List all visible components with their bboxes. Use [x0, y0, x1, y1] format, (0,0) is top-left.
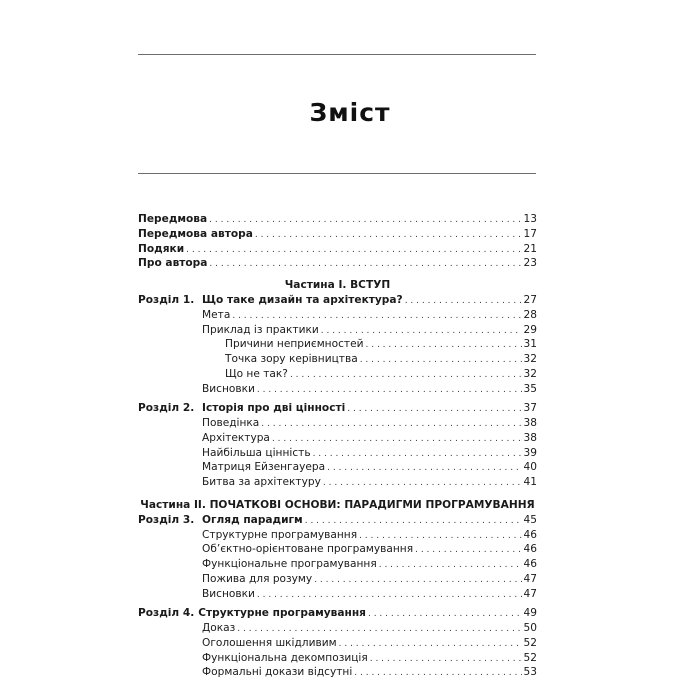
- subsection-title: Точка зору керівництва: [225, 353, 358, 365]
- toc-entry-about-author[interactable]: [138, 256, 537, 271]
- entry-title: Передмова автора: [138, 227, 253, 240]
- dot-leader: [232, 309, 521, 324]
- toc-section[interactable]: [138, 665, 537, 680]
- toc-subsection[interactable]: [138, 367, 537, 382]
- top-divider: [138, 54, 536, 55]
- toc-section[interactable]: [138, 636, 537, 651]
- chapter-title: Що таке дизайн та архітектура?: [202, 294, 403, 306]
- chapter-title: Структурне програмування: [198, 607, 366, 620]
- section-page: 40: [523, 461, 537, 474]
- toc-section[interactable]: [138, 416, 537, 431]
- subsection-page: 32: [523, 353, 537, 365]
- entry-title: Про автора: [138, 257, 208, 270]
- dot-leader: [359, 529, 521, 544]
- dot-leader: [370, 652, 522, 667]
- dot-leader: [366, 338, 522, 353]
- section-page: 29: [523, 323, 537, 336]
- section-title: Функціональна декомпозиція: [202, 651, 368, 664]
- chapter-page: 27: [523, 294, 537, 306]
- toc-section[interactable]: [138, 308, 537, 323]
- dot-leader: [368, 607, 522, 622]
- toc-entry-foreword[interactable]: [138, 212, 537, 227]
- toc-section[interactable]: [138, 382, 537, 397]
- section-title: Найбільша цінність: [202, 446, 311, 459]
- dot-leader: [313, 447, 522, 462]
- toc-entry-author-foreword[interactable]: [138, 227, 537, 242]
- toc-section[interactable]: [138, 542, 537, 557]
- dot-leader: [339, 637, 522, 652]
- toc-section[interactable]: [138, 621, 537, 636]
- subsection-page: 31: [523, 338, 537, 351]
- entry-page: 21: [523, 242, 537, 255]
- section-page: 47: [523, 572, 537, 585]
- toc-subsection[interactable]: [138, 352, 537, 367]
- toc-section[interactable]: [138, 431, 537, 446]
- part-heading: Частина I. ВСТУП: [284, 279, 391, 291]
- chapter-label: Розділ 1.: [138, 294, 195, 306]
- bottom-divider: [138, 173, 536, 174]
- part-heading: Частина II. ПОЧАТКОВІ ОСНОВИ: ПАРАДИГМИ ПРОГРАМУВАННЯ: [140, 498, 535, 511]
- section-page: 52: [523, 636, 537, 649]
- toc-section[interactable]: [138, 446, 537, 461]
- table-of-contents: [138, 212, 537, 680]
- chapter-title: Історія про дві цінності: [202, 402, 346, 415]
- toc-section[interactable]: [138, 460, 537, 475]
- section-title: Об’єктно-орієнтоване програмування: [202, 543, 414, 556]
- dot-leader: [360, 353, 522, 368]
- dot-leader: [186, 243, 521, 258]
- chapter-label: Розділ 4.: [138, 607, 195, 620]
- dot-leader: [257, 588, 522, 603]
- dot-leader: [305, 514, 522, 529]
- dot-leader: [323, 476, 522, 491]
- chapter-page: 45: [523, 513, 537, 526]
- subsection-title: Причини неприємностей: [225, 338, 364, 351]
- dot-leader: [257, 383, 522, 398]
- toc-entry-acknowledgements[interactable]: [138, 242, 537, 257]
- dot-leader: [327, 461, 521, 476]
- section-title: Битва за архітектуру: [202, 476, 321, 488]
- dot-leader: [209, 257, 521, 272]
- section-page: 47: [523, 587, 537, 600]
- section-title: Формальні докази відсутні: [202, 666, 353, 679]
- chapter-title: Огляд парадигм: [202, 513, 303, 526]
- toc-chapter-1[interactable]: [138, 293, 537, 308]
- section-page: 50: [523, 622, 537, 634]
- entry-page: 13: [523, 213, 537, 225]
- dot-leader: [321, 324, 522, 339]
- section-page: 52: [523, 651, 537, 664]
- dot-leader: [261, 417, 521, 432]
- toc-section[interactable]: [138, 557, 537, 572]
- dot-leader: [209, 213, 521, 228]
- section-title: Доказ: [202, 622, 236, 634]
- section-title: Поведінка: [202, 417, 260, 429]
- dot-leader: [237, 622, 521, 637]
- dot-leader: [314, 573, 521, 588]
- dot-leader: [290, 368, 522, 383]
- section-page: 38: [523, 431, 537, 444]
- chapter-label: Розділ 2.: [138, 402, 195, 415]
- toc-section[interactable]: [138, 475, 537, 490]
- chapter-label: Розділ 3.: [138, 513, 195, 526]
- toc-subsection[interactable]: [138, 337, 537, 352]
- entry-page: 17: [523, 227, 537, 240]
- subsection-title: Що не так?: [225, 367, 288, 380]
- section-page: 46: [523, 543, 537, 556]
- section-page: 46: [523, 528, 537, 541]
- section-page: 46: [523, 558, 537, 570]
- section-page: 53: [523, 666, 537, 679]
- section-title: Матриця Ейзенгауера: [202, 461, 326, 474]
- section-title: Мета: [202, 308, 231, 321]
- dot-leader: [347, 402, 521, 417]
- entry-title: Передмова: [138, 213, 208, 225]
- dot-leader: [415, 543, 521, 558]
- toc-chapter-2[interactable]: [138, 401, 537, 416]
- section-title: Приклад із практики: [202, 323, 319, 336]
- toc-section[interactable]: [138, 587, 537, 602]
- toc-chapter-3[interactable]: [138, 513, 537, 528]
- section-title: Архітектура: [202, 431, 270, 444]
- toc-section[interactable]: [138, 651, 537, 666]
- dot-leader: [255, 228, 522, 243]
- toc-chapter-4[interactable]: [138, 606, 537, 621]
- section-page: 41: [523, 476, 537, 488]
- toc-section[interactable]: [138, 528, 537, 543]
- dot-leader: [272, 432, 522, 447]
- section-page: 35: [523, 382, 537, 395]
- section-title: Висновки: [202, 382, 255, 395]
- toc-section[interactable]: [138, 572, 537, 587]
- section-page: 28: [523, 308, 537, 321]
- section-title: Оголошення шкідливим: [202, 636, 337, 649]
- section-title: Висновки: [202, 587, 255, 600]
- section-page: 39: [523, 446, 537, 459]
- entry-title: Подяки: [138, 242, 185, 255]
- dot-leader: [405, 294, 522, 309]
- section-title: Структурне програмування: [202, 528, 358, 541]
- section-title: Функціональне програмування: [202, 558, 377, 570]
- page-title: Зміст: [309, 98, 391, 127]
- section-page: 38: [523, 417, 537, 429]
- subsection-page: 32: [523, 367, 537, 380]
- section-title: Пожива для розуму: [202, 572, 313, 585]
- chapter-page: 37: [523, 402, 537, 415]
- dot-leader: [354, 666, 521, 681]
- entry-page: 23: [523, 257, 537, 270]
- toc-section[interactable]: [138, 323, 537, 338]
- chapter-page: 49: [523, 607, 537, 620]
- dot-leader: [379, 558, 522, 573]
